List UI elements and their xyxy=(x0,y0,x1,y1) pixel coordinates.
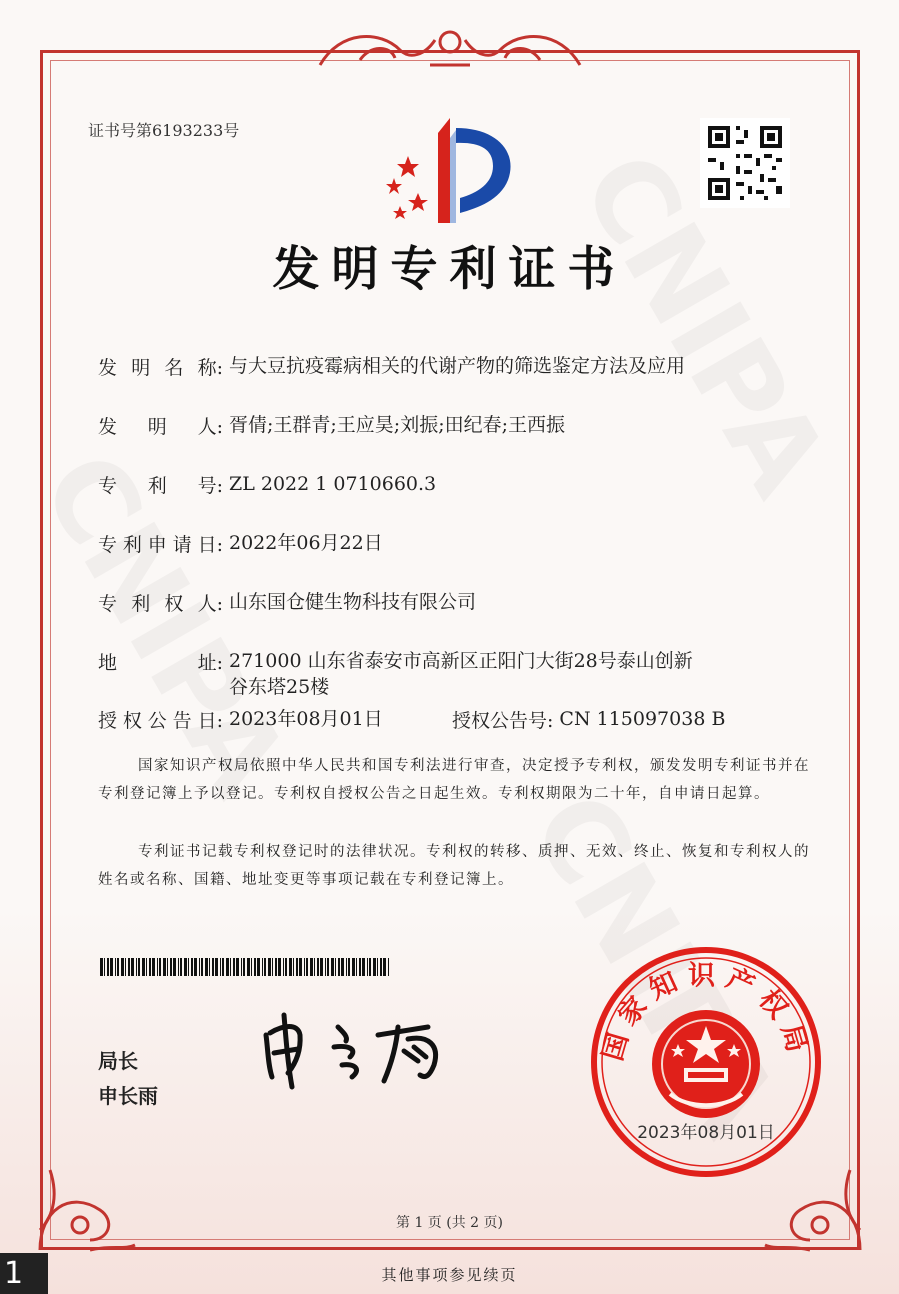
field-value: ZL 2022 1 0710660.3 xyxy=(229,473,437,495)
field-label: 地 址: xyxy=(98,652,223,674)
field-label: 发 明 人: xyxy=(98,416,223,438)
top-ornament xyxy=(300,20,600,80)
certificate-title: 发明专利证书 xyxy=(272,242,627,297)
legal-status-paragraph: 专利证书记载专利权登记时的法律状况。专利权的转移、质押、无效、终止、恢复和专利权人的姓名或名称、国籍、地址变更等事项记载在专利登记簿上。 xyxy=(98,844,810,888)
seal-date: 2023年08月01日 xyxy=(637,1123,775,1143)
page-indicator: 第 1 页 (共 2 页) xyxy=(396,1215,503,1231)
bottom-left-ornament xyxy=(30,1150,140,1260)
national-emblem-icon xyxy=(652,1010,760,1118)
field-label: 授权公告号: xyxy=(452,710,554,732)
field-grant-number xyxy=(452,706,725,733)
field-value xyxy=(229,648,693,700)
address-line-2: 谷东塔25楼 xyxy=(229,676,330,698)
field-address xyxy=(98,648,693,700)
field-value: 胥倩;王群青;王应昊;刘振;田纪春;王西振 xyxy=(229,414,566,436)
declaration-paragraph: 国家知识产权局依照中华人民共和国专利法进行审查，决定授予专利权，颁发发明专利证书并在专利登记簿上予以登记。专利权自授权公告之日起生效。专利权期限为二十年，自申请日起算。 xyxy=(98,758,810,802)
director-title: 局长 xyxy=(98,1049,138,1073)
qr-code xyxy=(700,118,790,208)
field-value: 2022年06月22日 xyxy=(229,532,383,554)
seal-text: 国家知识产权局 xyxy=(597,960,815,1065)
field-label: 发 明 名 称: xyxy=(98,357,223,379)
page-number-badge: 1 xyxy=(0,1253,48,1294)
field-label: 专 利 权 人: xyxy=(98,593,223,615)
field-grant-date xyxy=(98,706,383,733)
barcode xyxy=(100,958,392,976)
field-value: 2023年08月01日 xyxy=(229,708,383,730)
director-name: 申长雨 xyxy=(98,1084,158,1108)
field-value: CN 115097038 B xyxy=(559,708,726,730)
field-value: 与大豆抗疫霉病相关的代谢产物的筛选鉴定方法及应用 xyxy=(229,355,686,377)
field-invention-name xyxy=(98,353,685,380)
official-seal xyxy=(588,944,824,1180)
footer-note: 其他事项参见续页 xyxy=(381,1266,518,1284)
certificate-number: 证书号第6193233号 xyxy=(88,121,240,140)
field-label: 专 利 申 请 日: xyxy=(98,534,223,556)
field-value: 山东国仓健生物科技有限公司 xyxy=(229,591,477,613)
field-label: 专 利 号: xyxy=(98,475,223,497)
field-patent-number xyxy=(98,471,436,498)
field-inventors xyxy=(98,412,565,439)
address-line-1: 271000 山东省泰安市高新区正阳门大街28号泰山创新 xyxy=(229,650,693,672)
field-label: 授 权 公 告 日: xyxy=(98,710,223,732)
field-patentee xyxy=(98,589,476,616)
director-signature xyxy=(258,1005,468,1090)
cnipa-logo xyxy=(378,118,523,228)
field-application-date xyxy=(98,530,383,557)
